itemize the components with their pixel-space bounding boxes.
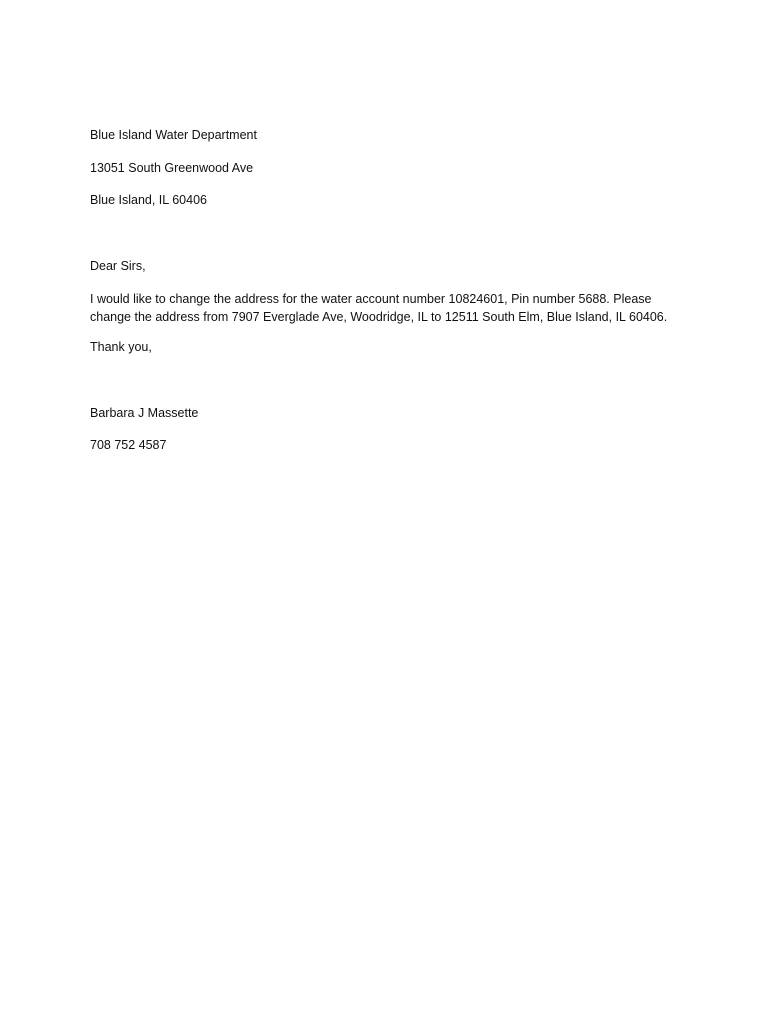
sender-phone: 708 752 4587: [90, 438, 167, 452]
sender-name: Barbara J Massette: [90, 406, 199, 420]
recipient-street: 13051 South Greenwood Ave: [90, 161, 254, 175]
body-line-1: I would like to change the address for the water account number 10824601, Pin number 5688. Please: [90, 292, 652, 306]
closing: Thank you,: [90, 340, 152, 354]
body-line-2: change the address from 7907 Everglade Ave, Woodridge, IL to 12511 South Elm, Blue Island, IL 60406.: [90, 310, 668, 324]
letter-body: [90, 290, 690, 326]
salutation: Dear Sirs,: [90, 259, 146, 273]
recipient-name: Blue Island Water Department: [90, 128, 257, 142]
recipient-city-state-zip: Blue Island, IL 60406: [90, 193, 207, 207]
